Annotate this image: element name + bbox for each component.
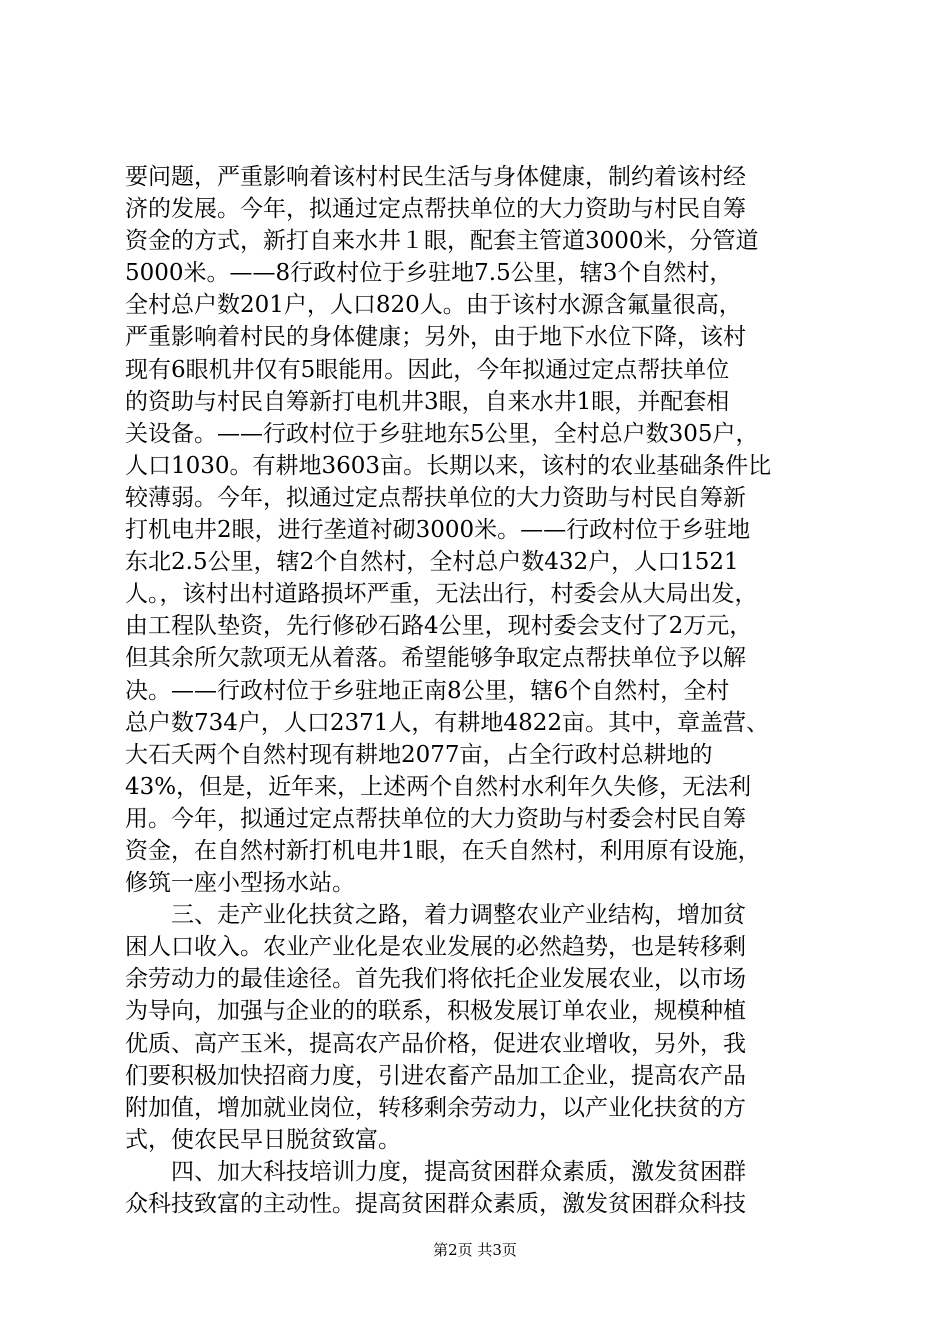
text-line: 严重影响着村民的身体健康；另外，由于地下水位下降，该村 (125, 324, 746, 351)
text-line: 大石夭两个自然村现有耕地2077亩，占全行政村总耕地的 (125, 741, 713, 768)
text-line: 人。，该村出村道路损坏严重，无法出行，村委会从大局出发， (125, 581, 758, 608)
text-line: 济的发展。今年，拟通过定点帮扶单位的大力资助与村民自筹 (125, 196, 746, 223)
text-line: 东北2.5公里，辖2个自然村，全村总户数432户，人口1521 (125, 549, 739, 576)
text-line: 43%，但是，近年来，上述两个自然村水利年久失修，无法利 (125, 773, 752, 800)
text-line: 式，使农民早日脱贫致富。 (125, 1126, 401, 1153)
text-line: 余劳动力的最佳途径。首先我们将依托企业发展农业，以市场 (125, 966, 746, 993)
text-line: 全村总户数201户，人口820人。由于该村水源含氟量很高， (125, 292, 742, 319)
text-line: 众科技致富的主动性。提高贫困群众素质，激发贫困群众科技 (125, 1191, 746, 1217)
text-line: 用。今年，拟通过定点帮扶单位的大力资助与村委会村民自筹 (125, 805, 746, 832)
text-line: 关设备。——行政村位于乡驻地东5公里，全村总户数305户， (125, 420, 759, 447)
text-line: 决。——行政村位于乡驻地正南8公里，辖6个自然村，全村 (125, 677, 730, 704)
text-line: 三、走产业化扶贫之路，着力调整农业产业结构，增加贫 (125, 902, 746, 929)
text-line: 们要积极加快招商力度，引进农畜产品加工企业，提高农产品 (125, 1062, 746, 1089)
text-line: 资金，在自然村新打机电井1眼，在夭自然村，利用原有设施， (125, 837, 761, 864)
text-line: 为导向，加强与企业的的联系，积极发展订单农业，规模种植 (125, 998, 746, 1025)
text-line: 要问题，严重影响着该村村民生活与身体健康，制约着该村经 (125, 164, 746, 190)
page-footer (0, 1240, 950, 1260)
text-line: 的资助与村民自筹新打电机井3眼，自来水井1眼，并配套相 (125, 388, 730, 415)
document-body (125, 161, 825, 1220)
text-line: 打机电井2眼，进行垄道衬砌3000米。——行政村位于乡驻地 (125, 517, 751, 544)
text-line: 现有6眼机井仅有5眼能用。因此，今年拟通过定点帮扶单位 (125, 356, 730, 383)
text-line: 资金的方式，新打自来水井１眼，配套主管道3000米，分管道 (125, 228, 759, 255)
text-line: 附加值，增加就业岗位，转移剩余劳动力，以产业化扶贫的方 (125, 1094, 746, 1121)
text-line: 5000米。——8行政村位于乡驻地7.5公里，辖3个自然村， (125, 260, 733, 287)
text-line: 修筑一座小型扬水站。 (125, 870, 355, 897)
text-line: 较薄弱。今年，拟通过定点帮扶单位的大力资助与村民自筹新 (125, 484, 746, 511)
text-line: 由工程队垫资，先行修砂石路4公里，现村委会支付了2万元， (125, 613, 753, 640)
text-line: 优质、高产玉米，提高农产品价格，促进农业增收，另外，我 (125, 1030, 746, 1057)
text-line: 人口1030。有耕地3603亩。长期以来，该村的农业基础条件比 (125, 452, 772, 479)
page-number-label: 第2页 共3页 (433, 1241, 517, 1259)
text-line: 但其余所欠款项无从着落。希望能够争取定点帮扶单位予以解 (125, 645, 746, 672)
text-line: 四、加大科技培训力度，提高贫困群众素质，激发贫困群 (125, 1158, 746, 1185)
text-line: 困人口收入。农业产业化是农业发展的必然趋势，也是转移剩 (125, 934, 746, 961)
text-line: 总户数734户，人口2371人，有耕地4822亩。其中，章盖营、 (125, 709, 769, 736)
